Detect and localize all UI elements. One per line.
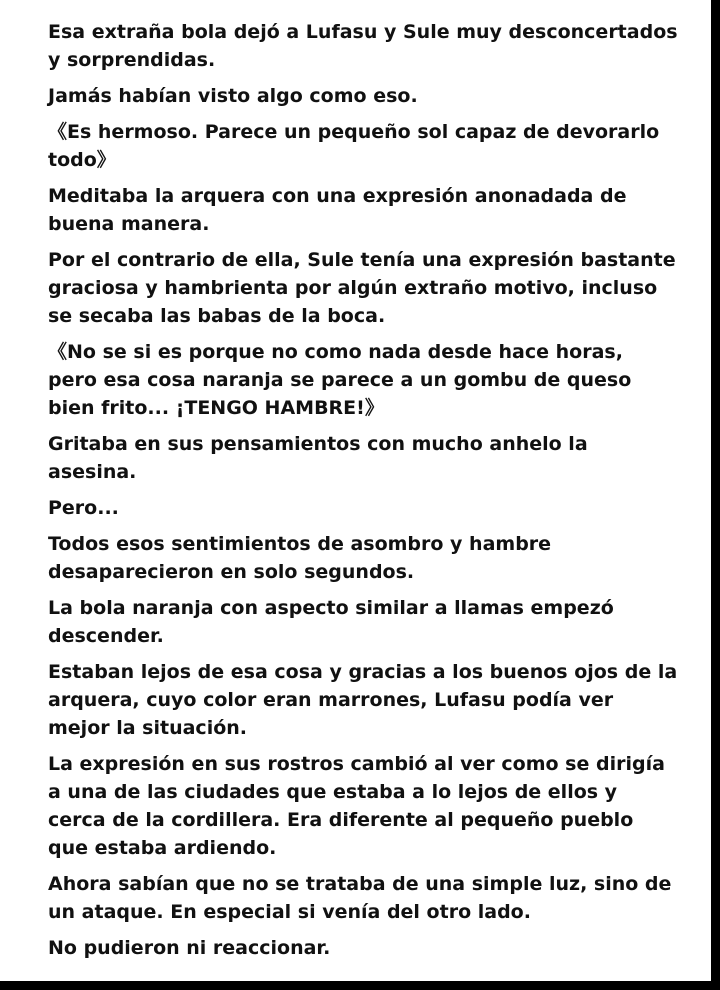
paragraph: Esa extraña bola dejó a Lufasu y Sule muy desconcertados y sorprendidas. [48,21,678,71]
paragraph: Estaban lejos de esa cosa y gracias a los buenos ojos de la arquera, cuyo color eran marrones, Lufasu podía ver mejor la situación. [48,661,678,739]
dialogue-paragraph: 《Es hermoso. Parece un pequeño sol capaz de devorarlo todo》 [48,121,660,171]
paragraph: Por el contrario de ella, Sule tenía una expresión bastante graciosa y hambrienta por algún extraño motivo, incluso se secaba las babas de la boca. [48,249,676,327]
text-body [48,18,678,970]
paragraph: La expresión en sus rostros cambió al ver como se dirigía a una de las ciudades que estaba a lo lejos de ellos y cerca de la cordillera. Era diferente al pequeño pueblo que estaba ardiendo. [48,753,665,859]
paragraph: Ahora sabían que no se trataba de una simple luz, sino de un ataque. En especial si venía del otro lado. [48,873,672,923]
paragraph: Todos esos sentimientos de asombro y hambre desaparecieron en solo segundos. [48,533,552,583]
paragraph: Jamás habían visto algo como eso. [48,85,418,107]
paragraph: No pudieron ni reaccionar. [48,937,331,959]
paragraph: Pero... [48,497,119,519]
paragraph: La bola naranja con aspecto similar a llamas empezó descender. [48,597,614,647]
paragraph: Gritaba en sus pensamientos con mucho anhelo la asesina. [48,433,588,483]
dialogue-paragraph: 《No se si es porque no como nada desde hace horas, pero esa cosa naranja se parece a un gombu de queso bien frito... ¡TENGO HAMBRE!》 [48,341,632,419]
paragraph: Meditaba la arquera con una expresión anonadada de buena manera. [48,185,627,235]
